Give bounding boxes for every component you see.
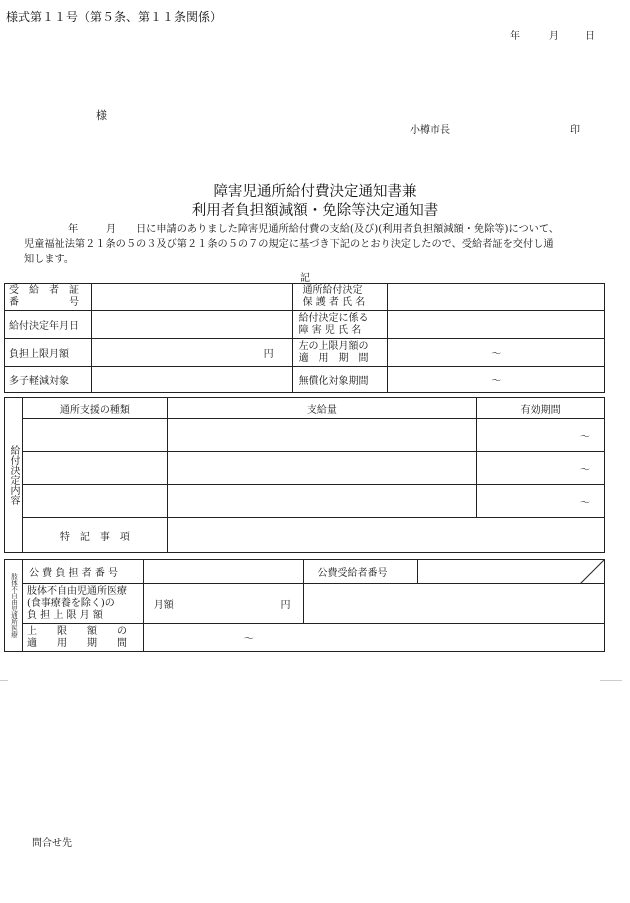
decision-date-label: 給付決定年月日: [5, 311, 92, 339]
yen-unit: 円: [280, 600, 291, 611]
child-name-field[interactable]: [388, 311, 605, 339]
guardian-name-field[interactable]: [388, 284, 605, 311]
valid-period-cell[interactable]: [477, 452, 605, 485]
yen-unit: 円: [263, 349, 274, 360]
service-type-cell[interactable]: [22, 485, 167, 518]
limit-period-label: 左の上限月額の 適 用 期 間: [292, 339, 388, 367]
diagonal-slash: [580, 560, 604, 584]
tilde: ～: [580, 431, 590, 443]
seal-mark: 印: [570, 125, 580, 136]
amount-header: 支給量: [167, 398, 476, 419]
recipient-public-number-boxes[interactable]: [418, 560, 605, 584]
form-number: 様式第１１号（第５条、第１１条関係）: [6, 10, 223, 24]
issuer-name: 小樽市長: [410, 125, 450, 136]
valid-period-cell[interactable]: [477, 419, 605, 452]
medical-table: [4, 559, 605, 652]
amount-cell[interactable]: [167, 419, 476, 452]
free-period-field[interactable]: [388, 367, 605, 393]
intro-month: 月: [106, 224, 117, 235]
recipient-number-boxes[interactable]: [91, 284, 292, 311]
amount-cell[interactable]: [167, 452, 476, 485]
tilde: ～: [580, 497, 590, 509]
payer-number-boxes[interactable]: [143, 560, 303, 584]
fold-mark-left: [0, 680, 8, 681]
medical-side-label: 肢体不自由児通所医療: [5, 560, 23, 652]
free-period-label: 無償化対象期間: [292, 367, 388, 393]
burden-limit-label: 負担上限月額: [5, 339, 92, 367]
medical-limit-label: 肢体不自由児通所医療 (食事療養を除く)の 負 担 上 限 月 額: [22, 584, 143, 624]
multi-child-field[interactable]: [91, 367, 292, 393]
burden-limit-field[interactable]: [91, 339, 292, 367]
limit-period-field[interactable]: [388, 339, 605, 367]
document-title-line2: 利用者負担額減額・免除等決定通知書: [191, 203, 439, 219]
date-year-label: 年: [510, 31, 520, 42]
monthly-label: 月額: [153, 600, 174, 611]
basic-info-table: [4, 283, 605, 393]
decision-date-field[interactable]: [91, 311, 292, 339]
service-type-header: 通所支援の種類: [22, 398, 167, 419]
intro-line2: 児童福祉法第２１条の５の３及び第２１条の５の７の規定に基づき下記のとおり決定したので、受給者証を交付し通: [24, 239, 554, 250]
intro-year: 年: [68, 224, 79, 235]
document-title-line1: 障害児通所給付費決定通知書兼: [213, 184, 417, 200]
medical-period-label: 上 限 額 の 適 用 期 間: [22, 624, 143, 652]
decision-content-table: [4, 397, 605, 553]
valid-period-header: 有効期間: [477, 398, 605, 419]
amount-cell[interactable]: [167, 485, 476, 518]
ki-heading: 記: [300, 273, 310, 284]
payer-number-label: 公 費 負 担 者 番 号: [22, 560, 143, 584]
medical-period-field[interactable]: [143, 624, 604, 652]
fold-mark-right: [600, 680, 622, 681]
tilde: ～: [491, 349, 502, 360]
date-month-label: 月: [549, 31, 559, 42]
recipient-number-label: 受 給 者 証 番 号: [5, 284, 92, 311]
remarks-label: 特 記 事 項: [22, 518, 167, 553]
child-name-label: 給付決定に係る 障 害 児 氏 名: [292, 311, 388, 339]
contact-label: 問合せ先: [32, 838, 72, 849]
service-type-cell[interactable]: [22, 419, 167, 452]
tilde: ～: [243, 634, 254, 645]
remarks-field[interactable]: [167, 518, 604, 553]
medical-blank-cell[interactable]: [303, 584, 605, 624]
monthly-amount-field[interactable]: [143, 584, 303, 624]
decision-content-side-label: 給付決定内容: [5, 398, 23, 553]
recipient-public-number-label: 公費受給者番号: [303, 560, 418, 584]
intro-line3: 知します。: [24, 254, 75, 265]
service-type-cell[interactable]: [22, 452, 167, 485]
intro-line1: 日に申請のありました障害児通所給付費の支給(及び)(利用者負担額減額・免除等)について、: [136, 224, 559, 235]
multi-child-label: 多子軽減対象: [5, 367, 92, 393]
tilde: ～: [580, 464, 590, 476]
guardian-name-label: 通所給付決定 保 護 者 氏 名: [292, 284, 388, 311]
valid-period-cell[interactable]: [477, 485, 605, 518]
date-day-label: 日: [585, 31, 595, 42]
tilde: ～: [491, 376, 502, 387]
addressee-suffix: 様: [96, 109, 107, 122]
